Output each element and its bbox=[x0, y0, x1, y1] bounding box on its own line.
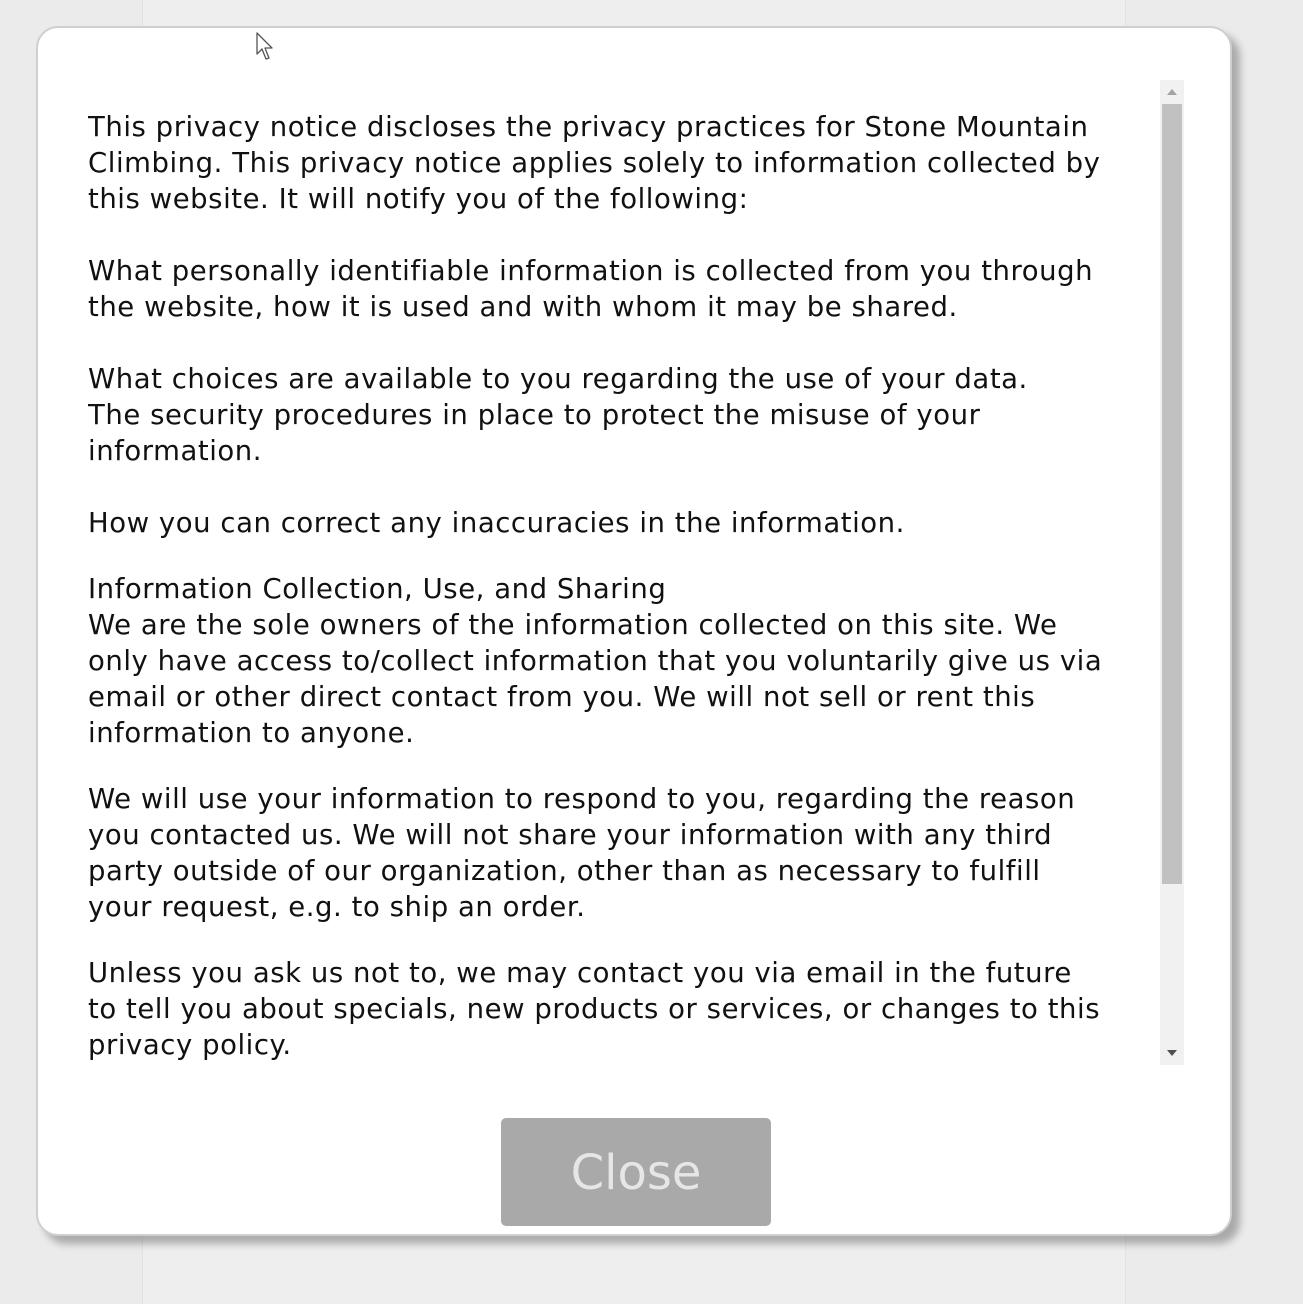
privacy-paragraph-pii: What personally identifiable information is collected from you through the website, how it is used and with whom it may be shared. bbox=[88, 255, 1094, 323]
privacy-paragraph-corrections: How you can correct any inaccuracies in the information. bbox=[88, 507, 905, 539]
scroll-down-arrow-icon[interactable] bbox=[1167, 1050, 1177, 1056]
close-button[interactable]: Close bbox=[501, 1118, 771, 1226]
privacy-policy-scroll-area[interactable] bbox=[88, 80, 1184, 1065]
scrollbar-thumb[interactable] bbox=[1162, 104, 1182, 884]
privacy-paragraph-collection: Information Collection, Use, and Sharing We are the sole owners of the information collected on this site. We only have access to/collect information that you voluntarily give us via email or other direct contact from you. We will not sell or rent this information to anyone. bbox=[88, 573, 1103, 749]
privacy-paragraph-choices: What choices are available to you regarding the use of your data. The security procedures in place to protect the misuse of your information. bbox=[88, 363, 1028, 467]
mouse-pointer-icon bbox=[256, 32, 278, 62]
privacy-policy-modal bbox=[36, 26, 1232, 1236]
privacy-paragraph-intro: This privacy notice discloses the privacy practices for Stone Mountain Climbing. This privacy notice applies solely to information collected by this website. It will notify you of the following: bbox=[88, 111, 1101, 215]
scroll-up-arrow-icon[interactable] bbox=[1167, 89, 1177, 95]
privacy-paragraph-usage: We will use your information to respond to you, regarding the reason you contacted us. We will not share your information with any third party outside of our organization, other than as necessary to fulfill your request, e.g. to ship an order. bbox=[88, 783, 1076, 923]
privacy-policy-text bbox=[88, 109, 1160, 1065]
privacy-paragraph-contact: Unless you ask us not to, we may contact you via email in the future to tell you about specials, new products or services, or changes to this privacy policy. bbox=[88, 957, 1101, 1061]
vertical-scrollbar[interactable] bbox=[1160, 80, 1184, 1065]
